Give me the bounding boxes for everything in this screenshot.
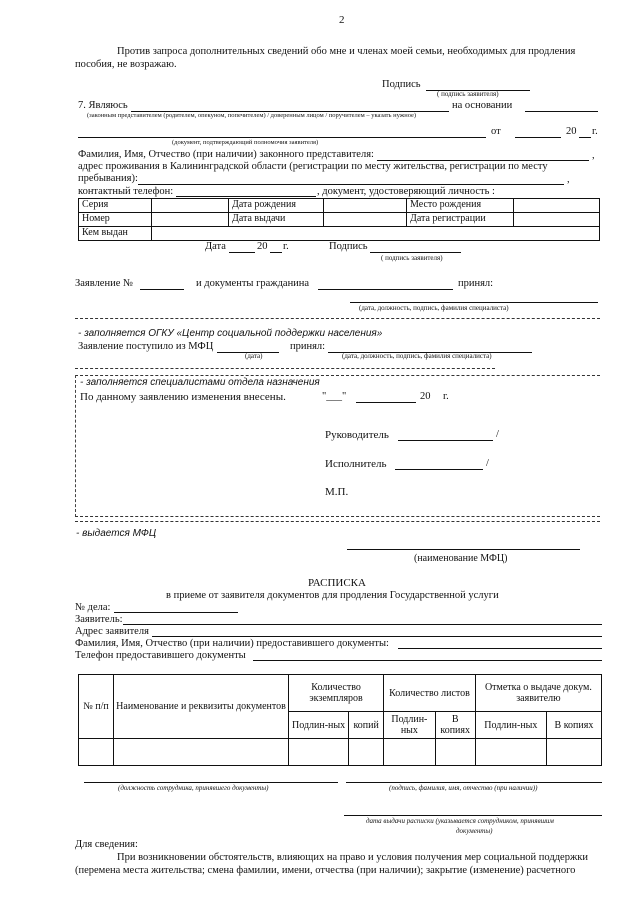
page-number: 2	[339, 14, 345, 26]
applicant-field[interactable]	[123, 624, 602, 625]
item7-basis: на основании	[452, 100, 513, 111]
issued-by-label: Кем выдан	[79, 227, 152, 241]
date-20: 20	[257, 241, 268, 252]
docs-citizen: и документы гражданина	[196, 278, 310, 289]
reg-date-label: Дата регистрации	[407, 213, 514, 227]
separator-3	[75, 521, 600, 522]
sub-in-copies-2-header: В копиях	[546, 712, 601, 739]
sub-copy-header: копий	[349, 712, 384, 739]
reg-date-value[interactable]	[514, 213, 600, 227]
consent-text: Против запроса дополнительных сведений обо мне и членах моей семьи, необходимых для продления	[117, 46, 576, 57]
provider-phone-label: Телефон предоставившего документы	[75, 650, 246, 661]
sub-in-copies-header: В копиях	[435, 712, 475, 739]
employee-caption: (должность сотрудника, принявшего документы)	[118, 784, 269, 792]
info-text-1: При возникновении обстоятельств, влияющих на право и условия получения мер социальной поддержки	[117, 852, 588, 863]
applicant-address-label: Адрес заявителя	[75, 626, 149, 637]
number-label: Номер	[79, 213, 152, 227]
citizen-field[interactable]	[318, 289, 453, 290]
table-cell[interactable]	[114, 739, 289, 766]
address-label-2: пребывания):	[78, 173, 138, 184]
executor-label: Исполнитель	[325, 458, 387, 470]
year-suffix: г.	[592, 126, 598, 137]
sign-field-2[interactable]	[370, 252, 461, 253]
series-value[interactable]	[152, 199, 229, 213]
series-label: Серия	[79, 199, 152, 213]
consent-text-2: пособия, не возражаю.	[75, 59, 177, 70]
employee-position-field[interactable]	[84, 782, 338, 783]
from-mfc-label: Заявление поступило из МФЦ	[78, 341, 214, 352]
table-cell[interactable]	[79, 739, 114, 766]
id-doc-label: , документ, удостоверяющий личность :	[317, 186, 495, 197]
phone-field[interactable]	[176, 196, 316, 197]
dept-box-top	[75, 375, 600, 376]
phone-label: контактный телефон:	[78, 186, 174, 197]
basis-field[interactable]	[525, 111, 598, 112]
receipt-date-caption: дата выдачи расписки (указывается сотрудником, принявшим	[366, 817, 554, 825]
signature-label: Подпись	[382, 79, 421, 90]
date-field[interactable]	[229, 252, 255, 253]
accepted-caption-2: (дата, должность, подпись, фамилия специалиста)	[342, 352, 492, 360]
dept-box-left	[75, 375, 76, 517]
employee-sign-field[interactable]	[346, 782, 602, 783]
sub-orig-header: Подлин-ных	[289, 712, 349, 739]
table-cell[interactable]	[546, 739, 601, 766]
accepted-label: принял:	[458, 278, 494, 289]
changes-g: г.	[443, 391, 449, 402]
separator-2	[75, 368, 495, 369]
col-mark-header: Отметка о выдаче докум. заявителю	[475, 675, 601, 712]
changes-20: 20	[420, 391, 431, 402]
accepted-caption: (дата, должность, подпись, фамилия специалиста)	[359, 304, 509, 312]
sub-orig-3-header: Подлин-ных	[475, 712, 546, 739]
table-cell[interactable]	[475, 739, 546, 766]
sub-orig-2-header: Подлин-ных	[384, 712, 435, 739]
provider-phone-field[interactable]	[253, 660, 602, 661]
accepted-label-2: принял:	[290, 341, 326, 352]
application-number-field[interactable]	[140, 289, 184, 290]
accepted-field[interactable]	[350, 302, 598, 303]
address-field[interactable]	[138, 184, 564, 185]
table-cell[interactable]	[289, 739, 349, 766]
mp-label: М.П.	[325, 486, 349, 498]
year-20: 20	[566, 126, 577, 137]
provider-fio-field[interactable]	[398, 648, 602, 649]
dept-box-bottom	[75, 516, 600, 517]
table-cell[interactable]	[349, 739, 384, 766]
issue-date-value[interactable]	[324, 213, 407, 227]
head-field[interactable]	[398, 440, 493, 441]
ogku-title: - заполняется ОГКУ «Центр социальной поддержки населения»	[78, 328, 383, 339]
sign-caption-2: ( подпись заявителя)	[381, 254, 443, 262]
table-cell[interactable]	[435, 739, 475, 766]
issued-by-value[interactable]	[152, 227, 600, 241]
date-g: г.	[283, 241, 289, 252]
document-field[interactable]	[78, 137, 486, 138]
item7-caption: (законным представителем (родителем, опекуном, попечителем) / доверенным лицом / поручителем – указать нужное)	[87, 112, 417, 119]
executor-slash: /	[486, 458, 489, 469]
changes-text: По данному заявлению изменения внесены.	[80, 391, 286, 403]
date-year-field[interactable]	[270, 252, 282, 253]
changes-quote: "___"	[322, 391, 347, 402]
col-no-header: № п/п	[79, 675, 114, 739]
executor-field[interactable]	[395, 469, 483, 470]
doc-caption: (документ, подтверждающий полномочия заявителя)	[172, 139, 319, 146]
mfc-name-field[interactable]	[347, 549, 580, 550]
col-name-header: Наименование и реквизиты документов	[114, 675, 289, 739]
item7-prefix: 7. Являюсь	[78, 100, 128, 111]
doc-year-field[interactable]	[579, 137, 591, 138]
col-sheets-header: Количество листов	[384, 675, 476, 712]
date-caption: (дата)	[245, 352, 263, 360]
id-document-table	[78, 198, 600, 241]
birth-date-value[interactable]	[324, 199, 407, 213]
birth-place-value[interactable]	[514, 199, 600, 213]
receipt-subtitle: в приеме от заявителя документов для продления Государственной услуги	[166, 590, 499, 601]
issue-date-label: Дата выдачи	[229, 213, 324, 227]
mfc-name-caption: (наименование МФЦ)	[414, 553, 508, 564]
dept-title: - заполняется специалистами отдела назначения	[80, 377, 320, 388]
case-no-field[interactable]	[114, 612, 238, 613]
head-label: Руководитель	[325, 429, 389, 441]
case-no-label: № дела:	[75, 602, 111, 613]
receipt-date-field[interactable]	[344, 815, 602, 816]
application-label: Заявление №	[75, 278, 134, 289]
changes-date-field[interactable]	[356, 402, 416, 403]
employee-sign-caption: (подпись, фамилия, имя, отчество (при наличии))	[389, 784, 538, 792]
fio-label: Фамилия, Имя, Отчество (при наличии) законного представителя:	[78, 149, 374, 160]
address-label: адрес проживания в Калининградской области (регистрации по месту жительства, регистрации по месту	[78, 161, 548, 172]
head-slash: /	[496, 429, 499, 440]
separator-1	[75, 318, 600, 319]
number-value[interactable]	[152, 213, 229, 227]
provider-fio-label: Фамилия, Имя, Отчество (при наличии) предоставившего документы:	[75, 638, 389, 649]
doc-date-field[interactable]	[515, 137, 561, 138]
table-cell[interactable]	[384, 739, 435, 766]
receipt-table	[78, 674, 602, 766]
applicant-label: Заявитель:	[75, 614, 123, 625]
signature-caption: ( подпись заявителя)	[437, 90, 499, 98]
ot-label: от	[491, 126, 501, 137]
birth-place-label: Место рождения	[407, 199, 514, 213]
receipt-title: РАСПИСКА	[308, 577, 366, 589]
receipt-date-caption-2: документы)	[456, 827, 493, 835]
applicant-address-field[interactable]	[152, 636, 602, 637]
info-text-2: (перемена места жительства; смена фамилии, имени, отчества (при наличии); закрытие (изменение) расчетного	[75, 865, 576, 876]
sign-label-2: Подпись	[329, 241, 368, 252]
date-label: Дата	[205, 241, 226, 252]
mfc-issued: - выдается МФЦ	[76, 528, 157, 539]
info-label: Для сведения:	[75, 839, 138, 850]
col-copies-header: Количество экземпляров	[289, 675, 384, 712]
birth-date-label: Дата рождения	[229, 199, 324, 213]
